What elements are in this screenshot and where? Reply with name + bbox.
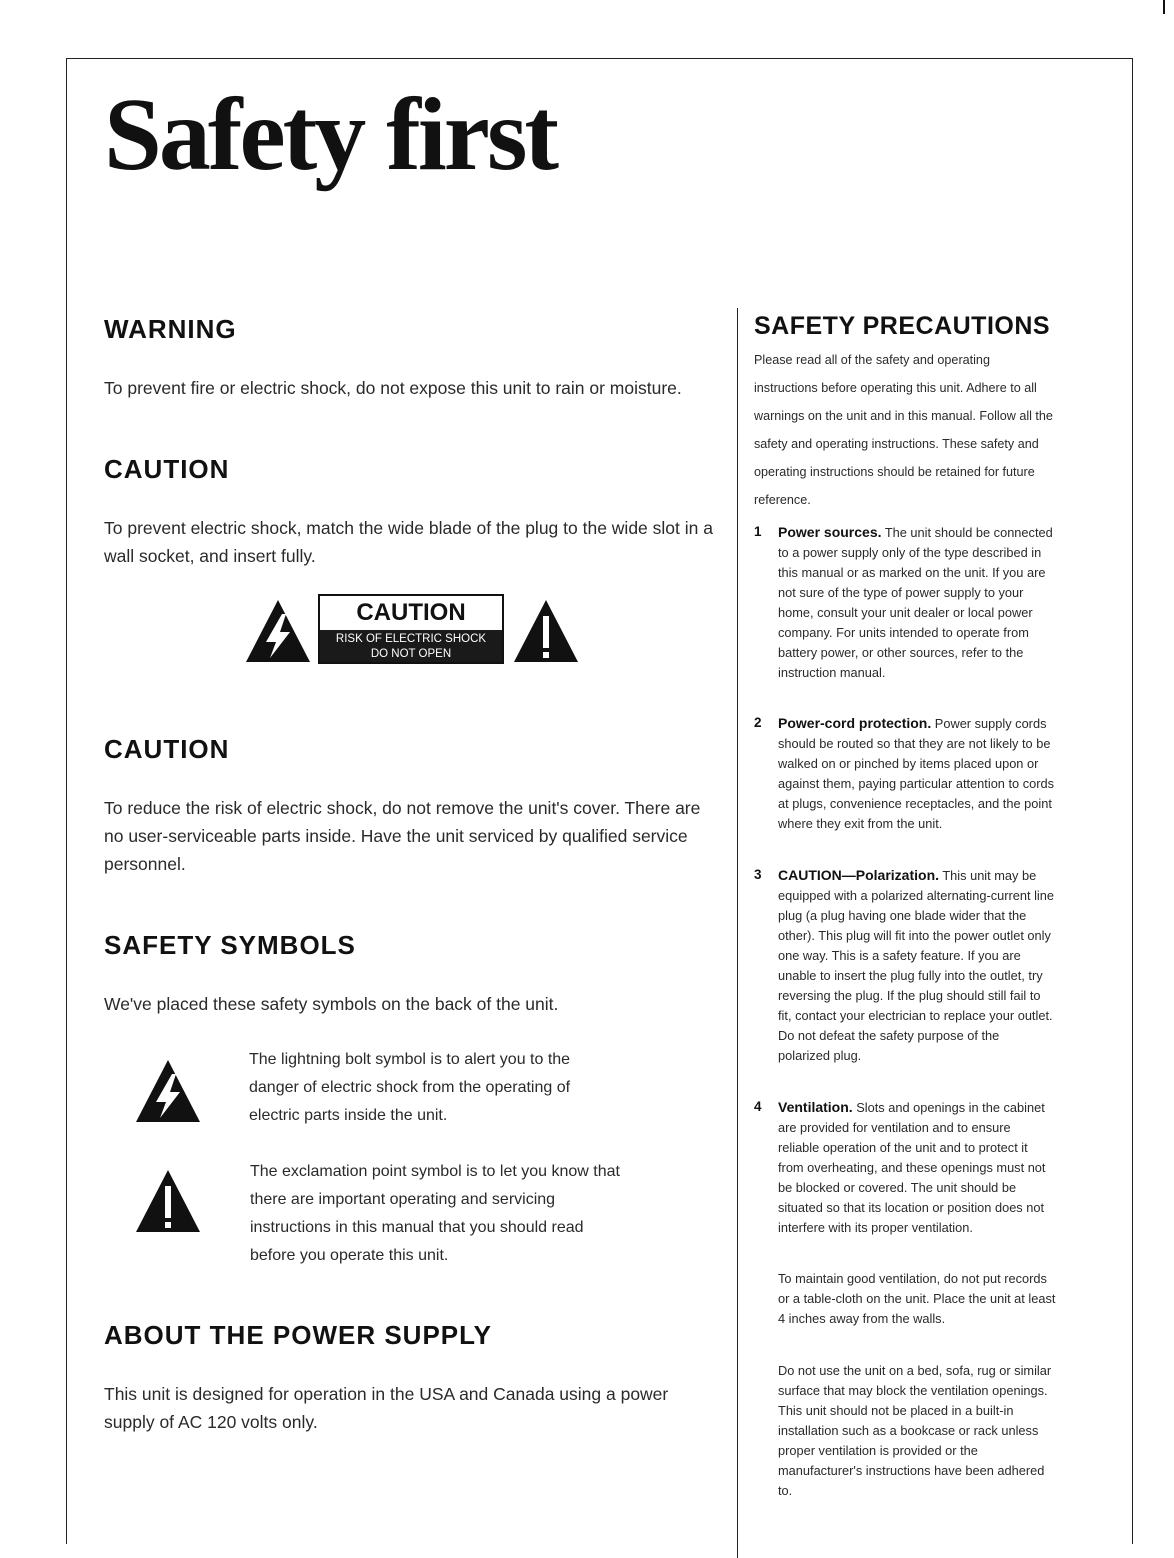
precaution-text <box>778 713 1054 834</box>
frame-top-rule <box>66 58 1132 59</box>
caution-cover-text: To reduce the risk of electric shock, do not remove the unit's cover. There are no user-serviceable parts inside. Have the unit serviced by qualified service personnel. <box>104 798 701 874</box>
caution-label-line1: RISK OF ELECTRIC SHOCK <box>335 633 487 645</box>
precaution-text <box>778 1097 1054 1238</box>
caution-label-title: CAUTION <box>356 599 466 626</box>
precaution-number: 4 <box>754 1099 762 1114</box>
safety-precautions-intro: Please read all of the safety and operating instructions before operating this unit. Adhere to all warnings on the unit and in this manual. Follow all the safety and operating instructions. These safety and operating instructions should be retained for future reference. <box>754 353 1053 507</box>
column-divider <box>737 308 738 1558</box>
caution-plug-heading: CAUTION <box>104 454 230 484</box>
precaution-item-power-cord <box>754 713 1054 834</box>
lightning-warning-icon <box>244 598 312 664</box>
power-supply-text: This unit is designed for operation in the USA and Canada using a power supply of AC 120 volts only. <box>104 1384 669 1432</box>
safety-symbols-heading: SAFETY SYMBOLS <box>104 930 356 960</box>
lightning-symbol-icon <box>134 1058 202 1124</box>
caution-label-line2: DO NOT OPEN <box>370 648 452 660</box>
scan-edge-mark <box>1163 0 1165 14</box>
precaution-text <box>778 865 1054 1066</box>
precaution-body: This unit may be equipped with a polarized alternating-current line plug (a plug having one blade wider that the other). This plug will fit into the power outlet only one way. This is a safety feature. If you are unable to insert the plug fully into the outlet, try reversing the plug. If the plug should still fail to fit, contact your electrician to replace your outlet. Do not defeat the safety purpose of the polarized plug. <box>778 868 1055 1063</box>
precaution-number: 2 <box>754 715 762 730</box>
safety-precautions-heading: SAFETY PRECAUTIONS <box>754 312 1051 340</box>
power-supply-heading: ABOUT THE POWER SUPPLY <box>104 1320 492 1350</box>
exclamation-warning-icon <box>512 598 580 664</box>
warning-heading: WARNING <box>104 314 237 344</box>
frame-left-rule <box>66 58 67 1544</box>
lightning-symbol-text: The lightning bolt symbol is to alert you to the danger of electric shock from the operating of electric parts inside the unit. <box>249 1051 571 1124</box>
precaution-item-polarization <box>754 865 1054 1066</box>
page-title: Safety first <box>104 77 557 192</box>
precaution-title: Power sources. <box>778 524 882 540</box>
caution-plug-text: To prevent electric shock, match the wide blade of the plug to the wide slot in a wall socket, and insert fully. <box>104 518 713 566</box>
precaution-item-power-sources <box>754 522 1054 683</box>
precaution-body: Power supply cords should be routed so that they are not likely to be walked on or pinched by items placed upon or against them, paying particular attention to cords at plugs, convenience receptacles, and the point where they exit from the unit. <box>778 716 1055 831</box>
precaution-title: Power-cord protection. <box>778 715 932 731</box>
precaution-number: 3 <box>754 867 762 882</box>
warning-text: To prevent fire or electric shock, do not expose this unit to rain or moisture. <box>104 378 682 398</box>
exclamation-symbol-icon <box>134 1168 202 1234</box>
precaution-body: The unit should be connected to a power supply only of the type described in this manual or as marked on the unit. If you are not sure of the type of power supply to your home, consult your unit dealer or local power company. For units intended to operate from battery power, or other sources, refer to the instruction manual. <box>778 525 1053 680</box>
safety-symbols-intro: We've placed these safety symbols on the back of the unit. <box>104 994 559 1014</box>
precaution-body: Slots and openings in the cabinet are provided for ventilation and to ensure reliable operation of the unit and to protect it from overheating, and these openings must not be blocked or covered. The unit should be situated so that its location or position does not interfere with its proper ventilation. <box>778 1100 1046 1235</box>
precaution-number: 1 <box>754 524 762 539</box>
frame-right-rule <box>1132 58 1133 1544</box>
precaution-item-ventilation <box>754 1097 1054 1238</box>
precaution-title: CAUTION—Polarization. <box>778 867 940 883</box>
caution-label <box>318 594 504 664</box>
precaution-text <box>778 522 1054 683</box>
precaution-title: Ventilation. <box>778 1099 853 1115</box>
ventilation-paragraph-1: To maintain good ventilation, do not put records or a table-cloth on the unit. Place the unit at least 4 inches away from the walls. <box>778 1271 1056 1326</box>
caution-cover-heading: CAUTION <box>104 734 230 764</box>
caution-label-body <box>320 630 502 662</box>
exclamation-symbol-text: The exclamation point symbol is to let you know that there are important operating and servicing instructions in this manual that you should read before you operate this unit. <box>250 1163 620 1264</box>
ventilation-paragraph-2: Do not use the unit on a bed, sofa, rug or similar surface that may block the ventilation openings. This unit should not be placed in a built-in installation such as a bookcase or rack unless proper ventilation is provided or the manufacturer's instructions have been adhered to. <box>778 1363 1052 1498</box>
